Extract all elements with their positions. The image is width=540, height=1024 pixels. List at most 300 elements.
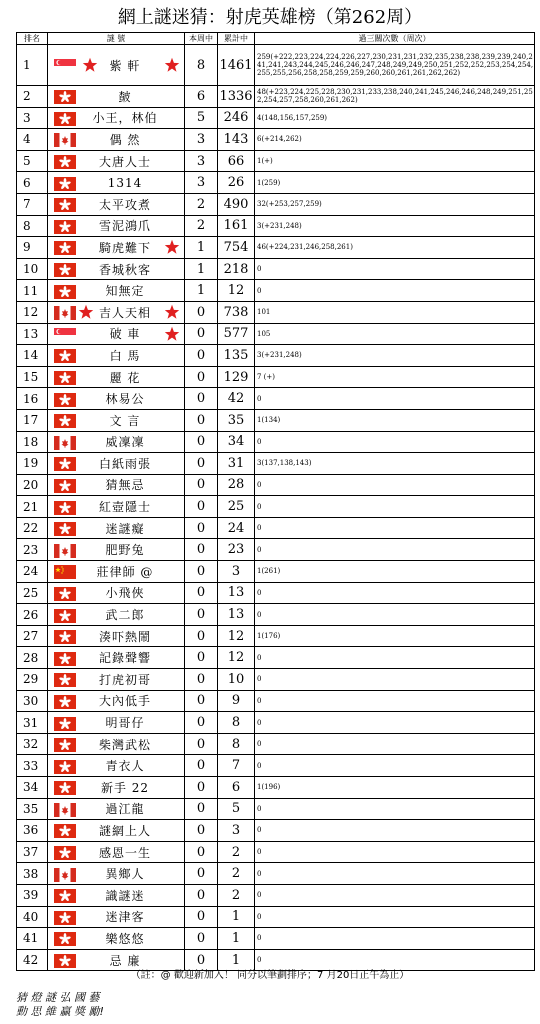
week-score-cell: 0 — [185, 625, 218, 647]
ca-flag-icon — [54, 543, 76, 557]
hk-flag-icon — [54, 651, 76, 665]
week-score-cell: 0 — [185, 453, 218, 475]
name-cell — [48, 193, 185, 215]
table-row — [17, 647, 535, 669]
table-row — [17, 409, 535, 431]
week-score-cell: 0 — [185, 906, 218, 928]
table-row — [17, 820, 535, 842]
total-score-cell: 9 — [218, 690, 255, 712]
player-name: 吉人天相 — [98, 305, 151, 320]
name-cell — [48, 388, 185, 410]
rank-cell: 23 — [17, 539, 48, 561]
table-row — [17, 388, 535, 410]
rank-cell: 36 — [17, 820, 48, 842]
name-cell — [48, 604, 185, 626]
week-score-cell: 0 — [185, 604, 218, 626]
rank-cell: 33 — [17, 755, 48, 777]
total-score-cell: 12 — [218, 625, 255, 647]
table-row — [17, 690, 535, 712]
sg-flag-icon — [54, 327, 76, 341]
table-row — [17, 45, 535, 86]
rank-cell: 12 — [17, 301, 48, 323]
rank-cell: 22 — [17, 517, 48, 539]
week-score-cell: 0 — [185, 345, 218, 367]
hk-flag-icon — [54, 240, 76, 254]
name-cell — [48, 409, 185, 431]
player-name: 偶 然 — [109, 132, 141, 147]
name-cell — [48, 366, 185, 388]
rank-cell: 16 — [17, 388, 48, 410]
table-row — [17, 129, 535, 151]
ca-flag-icon — [54, 305, 76, 319]
week-score-cell: 3 — [185, 150, 218, 172]
table-row — [17, 582, 535, 604]
player-name: 麗 花 — [109, 370, 141, 385]
player-name: 莊律師 @ — [96, 564, 154, 579]
history-cell: 0 — [255, 539, 535, 561]
rank-cell: 18 — [17, 431, 48, 453]
player-name: 感恩一生 — [98, 845, 151, 860]
history-cell: 3(+231,248) — [255, 215, 535, 237]
table-row — [17, 86, 535, 108]
history-cell: 0 — [255, 647, 535, 669]
slogan-line-2: 動 思 維 贏 獎 勵! — [16, 1005, 104, 1018]
name-cell — [48, 258, 185, 280]
history-cell: 0 — [255, 712, 535, 734]
player-name: 猜無忌 — [105, 478, 145, 493]
rank-cell: 34 — [17, 777, 48, 799]
history-cell: 0 — [255, 388, 535, 410]
history-cell: 0 — [255, 669, 535, 691]
name-cell — [48, 863, 185, 885]
week-score-cell: 5 — [185, 107, 218, 129]
history-cell: 1(134) — [255, 409, 535, 431]
star-badge-icon — [164, 57, 180, 73]
name-cell — [48, 755, 185, 777]
week-score-cell: 0 — [185, 820, 218, 842]
total-score-cell: 12 — [218, 647, 255, 669]
table-row — [17, 841, 535, 863]
player-name: 忌 廉 — [109, 953, 141, 968]
slogan-line-1: 猜 燈 謎 弘 國 藝 — [16, 991, 100, 1004]
rank-cell: 37 — [17, 841, 48, 863]
rank-cell: 30 — [17, 690, 48, 712]
history-cell: 0 — [255, 863, 535, 885]
week-score-cell: 0 — [185, 323, 218, 345]
ca-flag-icon — [54, 132, 76, 146]
player-name: 小王，林伯 — [92, 111, 158, 126]
rank-cell: 4 — [17, 129, 48, 151]
history-cell: 0 — [255, 884, 535, 906]
week-score-cell: 1 — [185, 258, 218, 280]
player-name: 迷謎癡 — [105, 521, 145, 536]
history-cell: 0 — [255, 431, 535, 453]
history-cell: 0 — [255, 604, 535, 626]
table-row — [17, 539, 535, 561]
week-score-cell: 0 — [185, 798, 218, 820]
hk-flag-icon — [54, 197, 76, 211]
history-cell: 0 — [255, 733, 535, 755]
week-score-cell: 0 — [185, 841, 218, 863]
player-name: 打虎初哥 — [98, 672, 151, 687]
total-score-cell: 12 — [218, 280, 255, 302]
table-row — [17, 669, 535, 691]
week-score-cell: 0 — [185, 561, 218, 583]
history-cell: 3(137,138,143) — [255, 453, 535, 475]
hk-flag-icon — [54, 823, 76, 837]
hk-flag-icon — [54, 759, 76, 773]
star-badge-icon — [78, 304, 94, 320]
total-score-cell: 10 — [218, 669, 255, 691]
total-score-cell: 161 — [218, 215, 255, 237]
total-score-cell: 754 — [218, 237, 255, 259]
history-cell: 0 — [255, 820, 535, 842]
table-row — [17, 625, 535, 647]
week-score-cell: 0 — [185, 366, 218, 388]
name-cell — [48, 712, 185, 734]
week-score-cell: 3 — [185, 172, 218, 194]
history-cell: 1(196) — [255, 777, 535, 799]
week-score-cell: 0 — [185, 301, 218, 323]
sg-flag-icon — [54, 58, 76, 72]
total-score-cell: 1 — [218, 928, 255, 950]
rank-cell: 26 — [17, 604, 48, 626]
rank-cell: 13 — [17, 323, 48, 345]
week-score-cell: 0 — [185, 647, 218, 669]
total-score-cell: 1 — [218, 906, 255, 928]
total-score-cell: 7 — [218, 755, 255, 777]
name-cell — [48, 172, 185, 194]
player-name: 青衣人 — [105, 759, 145, 774]
hk-flag-icon — [54, 219, 76, 233]
total-score-cell: 218 — [218, 258, 255, 280]
header-name: 謎 號 — [48, 33, 185, 45]
table-row — [17, 215, 535, 237]
total-score-cell: 3 — [218, 561, 255, 583]
table-row — [17, 561, 535, 583]
history-cell: 0 — [255, 906, 535, 928]
week-score-cell: 0 — [185, 496, 218, 518]
name-cell — [48, 884, 185, 906]
history-cell: 1(261) — [255, 561, 535, 583]
hk-flag-icon — [54, 737, 76, 751]
player-name: 1314 — [107, 175, 143, 190]
player-name: 文 言 — [109, 413, 141, 428]
total-score-cell: 23 — [218, 539, 255, 561]
player-name: 謎網上人 — [98, 823, 151, 838]
player-name: 武二郎 — [105, 608, 145, 623]
table-row — [17, 474, 535, 496]
history-cell: 1(176) — [255, 625, 535, 647]
week-score-cell: 3 — [185, 129, 218, 151]
table-row — [17, 301, 535, 323]
player-name: 紫 軒 — [109, 58, 141, 73]
week-score-cell: 0 — [185, 884, 218, 906]
table-row — [17, 366, 535, 388]
history-cell: 4(148,156,157,259) — [255, 107, 535, 129]
hk-flag-icon — [54, 521, 76, 535]
history-cell: 32(+253,257,259) — [255, 193, 535, 215]
week-score-cell: 0 — [185, 582, 218, 604]
header-history: 過三關次數（周次） — [255, 33, 535, 45]
total-score-cell: 26 — [218, 172, 255, 194]
total-score-cell: 577 — [218, 323, 255, 345]
name-cell — [48, 647, 185, 669]
table-row — [17, 517, 535, 539]
table-row — [17, 280, 535, 302]
table-row — [17, 863, 535, 885]
week-score-cell: 6 — [185, 86, 218, 108]
hk-flag-icon — [54, 629, 76, 643]
player-name: 記錄聲響 — [98, 651, 151, 666]
total-score-cell: 143 — [218, 129, 255, 151]
leaderboard-table — [16, 32, 535, 971]
week-score-cell: 1 — [185, 237, 218, 259]
history-cell: 48(+223,224,225,228,230,231,233,238,240,241,245,246,246,248,249,251,252,254,257,258,260,261,262) — [255, 86, 535, 108]
week-score-cell: 0 — [185, 517, 218, 539]
total-score-cell: 6 — [218, 777, 255, 799]
history-cell: 0 — [255, 690, 535, 712]
total-score-cell: 2 — [218, 863, 255, 885]
name-cell — [48, 150, 185, 172]
table-row — [17, 431, 535, 453]
history-cell: 0 — [255, 928, 535, 950]
hk-flag-icon — [54, 89, 76, 103]
total-score-cell: 34 — [218, 431, 255, 453]
week-score-cell: 0 — [185, 690, 218, 712]
rank-cell: 32 — [17, 733, 48, 755]
name-cell — [48, 928, 185, 950]
name-cell — [48, 301, 185, 323]
hk-flag-icon — [54, 780, 76, 794]
history-cell: 101 — [255, 301, 535, 323]
week-score-cell: 2 — [185, 193, 218, 215]
hk-flag-icon — [54, 478, 76, 492]
player-name: 新手 22 — [100, 780, 150, 795]
player-name: 肥野兔 — [105, 543, 145, 558]
total-score-cell: 246 — [218, 107, 255, 129]
table-row — [17, 884, 535, 906]
table-row — [17, 712, 535, 734]
week-score-cell: 0 — [185, 388, 218, 410]
rank-cell: 1 — [17, 45, 48, 86]
player-name: 過江龍 — [105, 802, 145, 817]
name-cell — [48, 453, 185, 475]
rank-cell: 41 — [17, 928, 48, 950]
total-score-cell: 135 — [218, 345, 255, 367]
hk-flag-icon — [54, 888, 76, 902]
player-name: 大唐人士 — [98, 154, 151, 169]
rank-cell: 38 — [17, 863, 48, 885]
rank-cell: 6 — [17, 172, 48, 194]
table-row — [17, 150, 535, 172]
table-row — [17, 323, 535, 345]
week-score-cell: 0 — [185, 863, 218, 885]
total-score-cell: 8 — [218, 733, 255, 755]
player-name: 騎虎難下 — [98, 240, 151, 255]
footnote: （註：@ 歡迎新加入！ 同分以筆劃排序；7 月20日正午為止） — [130, 970, 410, 981]
total-score-cell: 42 — [218, 388, 255, 410]
hk-flag-icon — [54, 413, 76, 427]
name-cell — [48, 777, 185, 799]
table-row — [17, 496, 535, 518]
rank-cell: 40 — [17, 906, 48, 928]
total-score-cell: 8 — [218, 712, 255, 734]
table-row — [17, 107, 535, 129]
rank-cell: 14 — [17, 345, 48, 367]
header-rank: 排名 — [17, 33, 48, 45]
name-cell — [48, 539, 185, 561]
week-score-cell: 2 — [185, 215, 218, 237]
history-cell: 0 — [255, 841, 535, 863]
week-score-cell: 0 — [185, 409, 218, 431]
history-cell: 1(+) — [255, 150, 535, 172]
week-score-cell: 0 — [185, 928, 218, 950]
total-score-cell: 3 — [218, 820, 255, 842]
rank-cell: 31 — [17, 712, 48, 734]
table-row — [17, 777, 535, 799]
name-cell — [48, 323, 185, 345]
table-row — [17, 755, 535, 777]
total-score-cell: 24 — [218, 517, 255, 539]
total-score-cell: 490 — [218, 193, 255, 215]
hk-flag-icon — [54, 586, 76, 600]
hk-flag-icon — [54, 392, 76, 406]
table-row — [17, 237, 535, 259]
rank-cell: 8 — [17, 215, 48, 237]
header-week: 本周中 — [185, 33, 218, 45]
player-name: 明哥仔 — [105, 716, 145, 731]
cn-flag-icon — [54, 564, 76, 578]
rank-cell: 24 — [17, 561, 48, 583]
history-cell: 0 — [255, 280, 535, 302]
rank-cell: 2 — [17, 86, 48, 108]
week-score-cell: 0 — [185, 733, 218, 755]
name-cell — [48, 820, 185, 842]
rank-cell: 20 — [17, 474, 48, 496]
rank-cell: 42 — [17, 949, 48, 971]
name-cell — [48, 625, 185, 647]
week-score-cell: 0 — [185, 474, 218, 496]
table-row — [17, 906, 535, 928]
history-cell: 0 — [255, 755, 535, 777]
hk-flag-icon — [54, 111, 76, 125]
week-score-cell: 1 — [185, 280, 218, 302]
history-cell: 7 (+) — [255, 366, 535, 388]
rank-cell: 27 — [17, 625, 48, 647]
star-badge-icon — [164, 239, 180, 255]
week-score-cell: 0 — [185, 431, 218, 453]
total-score-cell: 31 — [218, 453, 255, 475]
name-cell — [48, 215, 185, 237]
hk-flag-icon — [54, 456, 76, 470]
total-score-cell: 129 — [218, 366, 255, 388]
week-score-cell: 0 — [185, 669, 218, 691]
rank-cell: 5 — [17, 150, 48, 172]
name-cell — [48, 906, 185, 928]
player-name: 異鄉人 — [105, 867, 145, 882]
week-score-cell: 0 — [185, 712, 218, 734]
total-score-cell: 5 — [218, 798, 255, 820]
history-cell: 105 — [255, 323, 535, 345]
ca-flag-icon — [54, 867, 76, 881]
name-cell — [48, 496, 185, 518]
player-name: 威凜凜 — [105, 435, 145, 450]
week-score-cell: 0 — [185, 755, 218, 777]
player-name: 湊吓熱鬧 — [98, 629, 151, 644]
rank-cell: 25 — [17, 582, 48, 604]
table-row — [17, 604, 535, 626]
player-name: 白紙雨張 — [98, 456, 151, 471]
history-cell: 0 — [255, 258, 535, 280]
history-cell: 0 — [255, 949, 535, 971]
hk-flag-icon — [54, 154, 76, 168]
player-name: 白 馬 — [109, 348, 141, 363]
total-score-cell: 2 — [218, 841, 255, 863]
table-row — [17, 928, 535, 950]
star-badge-icon — [82, 57, 98, 73]
player-name: 柴灣武松 — [98, 737, 151, 752]
history-cell: 0 — [255, 798, 535, 820]
table-row — [17, 453, 535, 475]
total-score-cell: 35 — [218, 409, 255, 431]
name-cell — [48, 733, 185, 755]
name-cell — [48, 86, 185, 108]
player-name: 迷津客 — [105, 910, 145, 925]
table-row — [17, 733, 535, 755]
total-score-cell: 1461 — [218, 45, 255, 86]
total-score-cell: 1 — [218, 949, 255, 971]
hk-flag-icon — [54, 694, 76, 708]
total-score-cell: 2 — [218, 884, 255, 906]
total-score-cell: 738 — [218, 301, 255, 323]
total-score-cell: 25 — [218, 496, 255, 518]
player-name: 雪泥鴻爪 — [98, 219, 151, 234]
hk-flag-icon — [54, 348, 76, 362]
table-row — [17, 345, 535, 367]
name-cell — [48, 841, 185, 863]
hk-flag-icon — [54, 176, 76, 190]
player-name: 破 車 — [109, 327, 141, 342]
star-badge-icon — [164, 326, 180, 342]
rank-cell: 7 — [17, 193, 48, 215]
hk-flag-icon — [54, 370, 76, 384]
history-cell: 3(+231,248) — [255, 345, 535, 367]
rank-cell: 9 — [17, 237, 48, 259]
history-cell: 0 — [255, 474, 535, 496]
name-cell — [48, 431, 185, 453]
history-cell: 0 — [255, 496, 535, 518]
hk-flag-icon — [54, 262, 76, 276]
rank-cell: 19 — [17, 453, 48, 475]
header-total: 累計中 — [218, 33, 255, 45]
name-cell — [48, 45, 185, 86]
rank-cell: 3 — [17, 107, 48, 129]
page-title: 網上謎迷猜：射虎英雄榜（第262周） — [117, 7, 423, 28]
week-score-cell: 0 — [185, 777, 218, 799]
hk-flag-icon — [54, 716, 76, 730]
rank-cell: 21 — [17, 496, 48, 518]
history-cell: 0 — [255, 517, 535, 539]
player-name: 小飛俠 — [105, 586, 145, 601]
rank-cell: 29 — [17, 669, 48, 691]
player-name: 大內低手 — [98, 694, 151, 709]
week-score-cell: 0 — [185, 949, 218, 971]
hk-flag-icon — [54, 910, 76, 924]
table-row — [17, 798, 535, 820]
ca-flag-icon — [54, 435, 76, 449]
history-cell: 0 — [255, 582, 535, 604]
